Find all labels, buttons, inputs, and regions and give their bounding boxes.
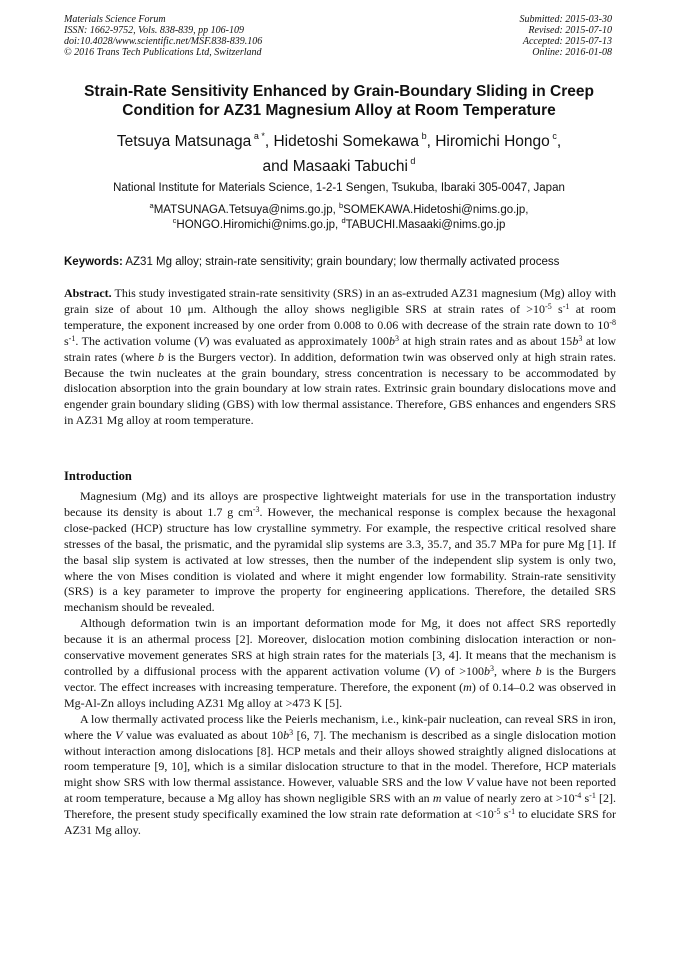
email-link[interactable]: MATSUNAGA.Tetsuya@nims.go.jp	[153, 204, 333, 216]
paragraph-text: A low thermally activated process like the Peierls mechanism, i.e., kink-pair nucleation, can reveal SRS in iron, where the	[64, 711, 616, 742]
paragraph-text: [6, 7]. The mechanism is described as a single dislocation motion without interaction among dislocations [8]. HCP metals and their alloys showed straightly aligned dislocations at room temperature [9, 10], which is a similar dislocation structure to that in the model. Therefore, HCP materials might show SRS with low thermal assistance. However, valuable SRS and the low	[64, 727, 616, 790]
abstract-text: s	[551, 301, 563, 316]
superscript: -4	[574, 791, 582, 801]
section-heading-introduction: Introduction	[64, 469, 132, 483]
paragraph-text: is the Burgers vector. The effect increases with increasing temperature. Therefore, the exponent (	[64, 663, 616, 694]
paper-title	[60, 82, 618, 120]
abstract-text: . The activation volume (	[75, 333, 199, 348]
superscript: -1	[589, 791, 596, 801]
italic-symbol: b	[535, 663, 542, 678]
italic-symbol: b	[388, 333, 395, 348]
title-line-1: Strain-Rate Sensitivity Enhanced by Grain-Boundary Sliding in Creep	[84, 83, 594, 100]
author-marker: b	[421, 131, 427, 141]
title-line-2: Condition for AZ31 Magnesium Alloy at Room Temperature	[122, 102, 556, 119]
author-name: Hiromichi Hongo	[435, 133, 550, 150]
superscript: 3	[578, 333, 583, 343]
superscript: -5	[545, 301, 552, 311]
author-marker: d	[410, 156, 416, 166]
abstract-text: This study investigated strain-rate sensitivity (SRS) in an as-extruded AZ31 magnesium (Mg) alloy with grain size of about 10 μm. Although the alloy shows negligible SRS at strain rates of >10	[64, 286, 616, 316]
italic-symbol: V	[198, 333, 206, 348]
abstract	[64, 286, 616, 429]
abstract-text: ) was evaluated as approximately 100	[205, 333, 389, 348]
superscript: -3	[252, 504, 260, 514]
italic-symbol: b	[157, 349, 164, 364]
paragraph-text: . However, the mechanical response is complex because the hexagonal close-packed (HCP) structure has low crystalline symmetry. For example, the respective critical resolved share stresses of the basal, the prismatic, and the pyramidal slip systems are 3.3, 35.7, and 35.7 MPa for pure Mg [1]. If the basal slip system is activated at low stresses, then the number of the independent slip system is only two, where the von Mises condition is violated and where it might engender low formability. Strain-rate sensitivity (SRS) is a key parameter to improve the property for engineering applications. Therefore, the detailed SRS mechanism should be revealed.	[64, 504, 616, 615]
issn: ISSN: 1662-9752, Vols. 838-839, pp 106-109	[64, 25, 244, 36]
email-link[interactable]: TABUCHI.Masaaki@nims.go.jp	[345, 219, 506, 231]
email-link[interactable]: HONGO.Hiromichi@nims.go.jp	[176, 219, 336, 231]
paragraph-text: Although deformation twin is an important deformation mode for Mg, it does not affect SRS reportedly because it is an athermal process [2]. Moreover, dislocation motion combining dislocation interaction or non-conservative movement generates SRS at high strain rates for the materials [3, 4]. It means that the mechanism is controlled by a diffusional process with the apparent activation volume (	[64, 616, 616, 678]
paragraph-text: ) of >100	[436, 663, 485, 678]
italic-symbol: b	[283, 727, 290, 742]
email-line-1: $^a$MATSUNAGA.Tetsuya@nims.go.jp, $^b$SOMEKAWA.Hidetoshi@nims.go.jp,	[149, 201, 529, 216]
paragraph-text: s	[581, 791, 590, 806]
superscript: -1	[508, 807, 516, 817]
italic-symbol: V	[465, 775, 474, 790]
superscript: -1	[68, 333, 76, 343]
introduction-body	[64, 489, 616, 839]
abstract-text: at low strain rates (where	[64, 333, 616, 364]
email-marker: d	[341, 216, 346, 225]
paragraph-text: value of nearly zero at >10	[441, 791, 575, 806]
italic-symbol: m	[432, 791, 442, 806]
doi: doi:10.4028/www.scientific.net/MSF.838-839.106	[64, 36, 263, 47]
superscript: 3	[490, 663, 495, 673]
online-date: Online: 2016-01-08	[532, 47, 612, 58]
journal-name: Materials Science Forum	[64, 14, 166, 25]
italic-symbol: b	[572, 333, 579, 348]
italic-symbol: b	[484, 663, 491, 678]
abstract-text: is the Burgers vector). In addition, deformation twin was observed only at high strain rates. Because the twin nucleates at the grain boundary, stress concentration is necessary to be accommodated by dislocation absorption into the grain boundary at low strain rates. Extrinsic grain boundary dislocations move and engender grain boundary sliding (GBS) with low thermal assistance. Therefore, GBS enhances and engenders SRS in AZ31 Mg alloy at room temperature.	[64, 349, 617, 428]
email-line-2: $^c$HONGO.Hiromichi@nims.go.jp, $^d$TABUCHI.Masaaki@nims.go.jp	[172, 216, 506, 231]
email-marker: a	[149, 201, 154, 210]
superscript: -8	[609, 317, 616, 327]
paragraph-text: ) of 0.14–0.2 was observed in Mg-Al-Zn alloys including AZ31 Mg alloy at >473 K [5].	[64, 679, 616, 710]
author-marker: c	[552, 131, 557, 141]
publication-dates	[520, 14, 613, 58]
abstract-label: Abstract.	[64, 286, 112, 300]
author-list	[40, 129, 638, 179]
paragraph-text: Magnesium (Mg) and its alloys are prospective lightweight materials for use in the transportation industry because its density is about 1.7 g cm	[64, 489, 616, 519]
email-marker: b	[338, 201, 344, 210]
superscript: -5	[493, 807, 501, 817]
keywords	[64, 255, 616, 269]
paragraph-text: s	[500, 807, 509, 822]
paragraph-text: [2]. Therefore, the present study specifically examined the low strain rate deformation at <10	[64, 791, 616, 822]
author-emails	[30, 203, 648, 233]
paragraph-text: , where	[494, 663, 536, 678]
paragraph	[64, 489, 616, 616]
copyright: © 2016 Trans Tech Publications Ltd, Switzerland	[64, 47, 262, 58]
paragraph	[64, 712, 616, 839]
author-name: Tetsuya Matsunaga	[116, 133, 252, 150]
author-line-1: Tetsuya Matsunaga $^{a *}$, Hidetoshi Somekawa $^b$, Hiromichi Hongo $^c$,	[116, 131, 562, 150]
author-line-2	[40, 154, 638, 179]
superscript: 3	[289, 727, 294, 737]
author-name: Masaaki Tabuchi	[292, 158, 408, 175]
paragraph-text: value have not been reported at room temperature, because a Mg alloy has shown negligible SRS with an	[64, 775, 617, 806]
email-link[interactable]: SOMEKAWA.Hidetoshi@nims.go.jp	[343, 204, 526, 216]
author-name: Hidetoshi Somekawa	[273, 133, 420, 150]
keywords-text: AZ31 Mg alloy; strain-rate sensitivity; grain boundary; low thermally activated process	[125, 256, 560, 268]
superscript: -1	[562, 301, 570, 311]
author-conjunction: and	[262, 158, 289, 175]
italic-symbol: V	[115, 727, 123, 742]
paragraph-text: to elucidate SRS for AZ31 Mg alloy.	[64, 807, 617, 838]
author-marker: a *	[253, 131, 265, 141]
affiliation: National Institute for Materials Science, 1-2-1 Sengen, Tsukuba, Ibaraki 305-0047, Japan	[113, 182, 565, 194]
paragraph-text: value was evaluated as about 10	[122, 727, 284, 742]
email-marker: c	[172, 216, 177, 225]
revised-date: Revised: 2015-07-10	[528, 25, 612, 36]
italic-symbol: V	[428, 663, 437, 678]
superscript: 3	[394, 333, 399, 343]
accepted-date: Accepted: 2015-07-13	[522, 36, 612, 47]
italic-symbol: m	[463, 679, 472, 694]
abstract-text: at high strain rates and as about 15	[398, 333, 573, 348]
abstract-text: at room temperature, the exponent increased by one order from 0.008 to 0.06 with decrease of the strain rate down to 10	[64, 301, 616, 332]
abstract-text: s	[64, 333, 69, 348]
keywords-label: Keywords:	[64, 256, 123, 268]
journal-info	[64, 14, 262, 58]
submitted-date: Submitted: 2015-03-30	[519, 14, 612, 25]
paragraph	[64, 616, 616, 711]
